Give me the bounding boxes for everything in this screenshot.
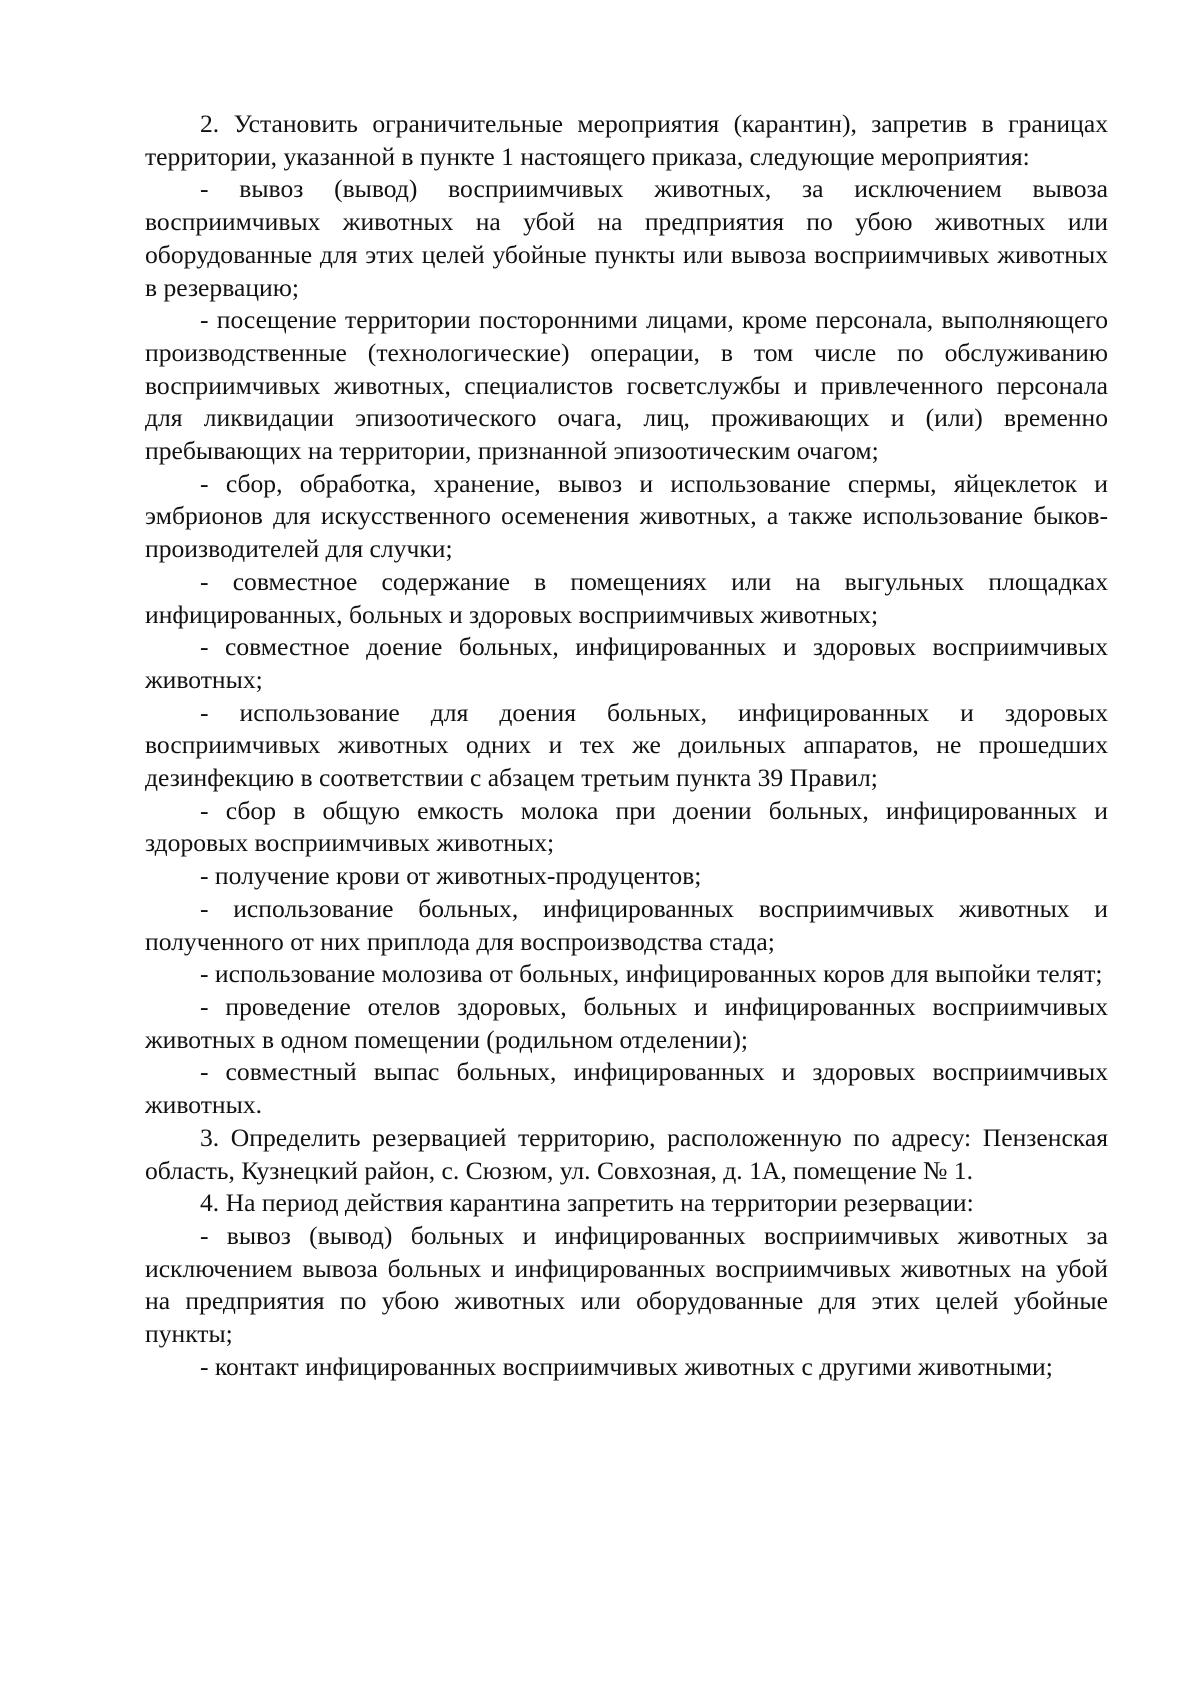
paragraph-bullet-colostrum: - использование молозива от больных, инфицированных коров для выпойки телят; [200,959,1103,989]
document-body [145,108,1108,1383]
paragraph-bullet-sperm: - сбор, обработка, хранение, вывоз и использование спермы, яйцеклеток и эмбрионов для искусственного осеменения животных, а также использование быков-производителей для случки; [145,468,1108,564]
paragraph-bullet-blood: - получение крови от животных-продуцентов; [200,861,702,891]
paragraph-item-2: 2. Установить ограничительные мероприятия (карантин), запретив в границах территории, указанной в пункте 1 настоящего приказа, следующие мероприятия: [145,109,1108,171]
paragraph-bullet-milk-collection: - сбор в общую емкость молока при доении больных, инфицированных и здоровых восприимчивых животных; [145,795,1108,858]
paragraph-item-4: 4. На период действия карантина запретить на территории резервации: [200,1188,974,1218]
paragraph-bullet-removal: - вывоз (вывод) восприимчивых животных, за исключением вывоза восприимчивых животных на убой на предприятия по убою животных или оборудованные для этих целей убойные пункты или вывоза восприимчивых животных в резервацию; [145,174,1108,302]
paragraph-bullet-visits: - посещение территории посторонними лицами, кроме персонала, выполняющего производственные (технологические) операции, в том числе по обслуживанию восприимчивых животных, специалистов госветслужбы и привлеченного персонала для ликвидации эпизоотического очага, лиц, проживающих и (или) временно пребывающих на территории, признанной эпизоотическим очагом; [145,305,1108,466]
paragraph-bullet-joint-keeping: - совместное содержание в помещениях или на выгульных площадках инфицированных, больных и здоровых восприимчивых животных; [145,566,1108,629]
paragraph-item-3: 3. Определить резервацией территорию, расположенную по адресу: Пензенская область, Кузнецкий район, с. Сюзюм, ул. Совхозная, д. 1А, помещение № 1. [145,1122,1108,1185]
paragraph-bullet-calving: - проведение отелов здоровых, больных и инфицированных восприимчивых животных в одном помещении (родильном отделении); [145,991,1108,1054]
paragraph-bullet-joint-milking: - совместное доение больных, инфицированных и здоровых восприимчивых животных; [145,632,1108,694]
paragraph-bullet-breeding: - использование больных, инфицированных восприимчивых животных и полученного от них приплода для воспроизводства стада; [145,893,1108,956]
paragraph-bullet-contact: - контакт инфицированных восприимчивых животных с другими животными; [200,1351,1053,1381]
paragraph-bullet-grazing: - совместный выпас больных, инфицированных и здоровых восприимчивых животных. [145,1057,1108,1120]
paragraph-bullet-reservation-removal: - вывоз (вывод) больных и инфицированных восприимчивых животных за исключением вывоза больных и инфицированных восприимчивых животных на убой на предприятия по убою животных или оборудованные для этих целей убойные пункты; [145,1220,1108,1349]
paragraph-bullet-milking-devices: - использование для доения больных, инфицированных и здоровых восприимчивых животных одних и тех же доильных аппаратов, не прошедших дезинфекцию в соответствии с абзацем третьим пункта 39 Правил; [145,697,1108,793]
